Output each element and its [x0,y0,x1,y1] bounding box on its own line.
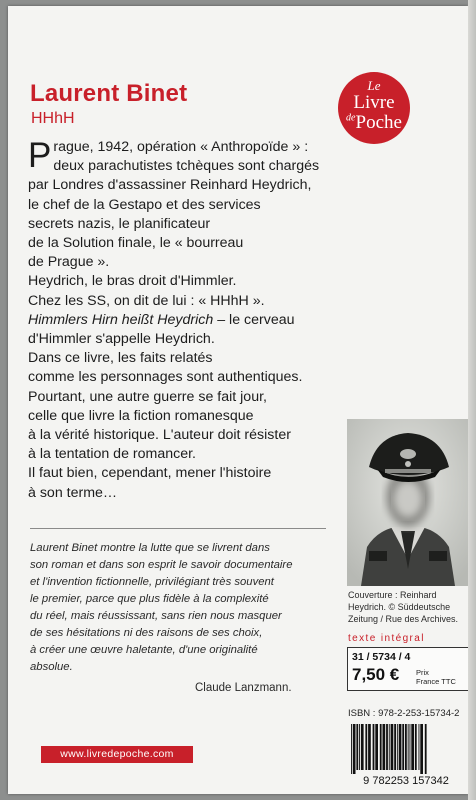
portrait-illustration [347,419,469,586]
barcode-bar [405,724,407,770]
blurb-line: Pourtant, une autre guerre se fait jour, [28,388,267,405]
book-title: HHhH [31,110,75,127]
blurb-line: Chez les SS, on dit de lui : « HHhH ». [28,292,265,309]
barcode-bar [411,724,414,770]
barcode-bar [386,724,388,770]
logo-line-2: Livre [353,92,395,113]
barcode-bar [389,724,390,770]
texte-integral-label: texte intégral [348,633,425,644]
barcode-bar [425,724,427,774]
barcode-bar [373,724,375,770]
blurb-line: Il faut bien, cependant, mener l'histoire [28,465,272,482]
quote-signature: Claude Lanzmann. [195,682,292,694]
blurb-line: Dans ce livre, les faits relatés [28,350,213,367]
blurb-text [28,138,348,503]
quote-line: de ses hésitations ni des raisons de ses choix, [30,627,263,639]
logo-de: de [346,112,356,124]
barcode-bar [402,724,404,770]
blurb-line: d'Himmler s'appelle Heydrich. [28,331,215,348]
blurb-line: à la tentation de romancer. [28,446,196,463]
barcode-bar [419,724,420,770]
barcode-bar [365,724,367,770]
barcode-image [343,722,469,786]
barcode-bar [359,724,360,770]
barcode-bar [353,724,356,774]
livre-de-poche-logo [338,72,410,144]
barcode-bar [361,724,364,770]
page-edge [468,0,476,800]
blurb-line: de la Solution finale, le « bourreau [28,235,244,252]
isbn-number: ISBN : 978-2-253-15734-2 [348,708,460,719]
barcode-bar [356,724,358,770]
barcode-bar [399,724,402,770]
barcode-bar [375,724,378,770]
blurb-line: Heydrich, le bras droit d'Himmler. [28,273,237,290]
blurb-italic-quote: Himmlers Hirn heißt Heydrich [28,311,214,328]
author-name: Laurent Binet [30,80,188,107]
caption-line: Zeitung / Rue des Archives. [348,614,459,624]
caption-line: Heydrich. © Süddeutsche [348,602,451,612]
divider-line [30,528,326,529]
photo-caption [348,589,472,625]
blurb-dropcap: P [28,136,52,175]
blurb-line: comme les personnages sont authentiques. [28,369,303,386]
blurb-line: par Londres d'assassiner Reinhard Heydrich, [28,177,312,194]
barcode-bar [351,724,352,774]
quote-line: du réel, mais réussissant, sans rien nous masquer [30,610,282,622]
price-label-country: France TTC [416,677,456,686]
logo-poche: Poche [355,112,402,133]
barcode-bar [410,724,411,770]
blurb-line: de Prague ». [28,254,110,271]
blurb-line: à son terme… [28,484,118,501]
barcode-bar [420,724,423,774]
blurb-line-mixed [28,311,348,330]
logo-line-3 [338,112,410,134]
barcode-bar [380,724,382,770]
price-value: 7,50 € [352,665,400,684]
blurb-line: rague, 1942, opération « Anthropoïde » : [53,139,309,155]
blurb-line: secrets nazis, le planificateur [28,215,211,232]
price-box [347,647,471,691]
blurb-line: deux parachutistes tchèques sont chargés [53,158,320,175]
barcode-bar [383,724,386,770]
blurb-line-rest: – le cerveau [213,311,295,328]
barcode-bar [368,724,371,770]
website-link[interactable]: www.livredepoche.com [41,746,193,763]
quote-line: Laurent Binet montre la lutte que se livrent dans [30,542,270,554]
book-back-cover [8,6,468,794]
blurb-line: celle que livre la fiction romanesque [28,407,254,424]
barcode-bar [397,724,398,770]
quote-line: le premier, parce que plus fidèle à la complexité [30,593,269,605]
quote-line: absolue. [30,661,73,673]
cover-photo [347,419,469,586]
quote-line: son roman et dans son esprit le savoir documentaire [30,559,293,571]
barcode-bar [391,724,394,770]
quote-line: à créer une œuvre haletante, d'une originalité [30,644,258,656]
blurb-line: à la vérité historique. L'auteur doit résister [28,427,291,444]
edition-code: 31 / 5734 / 4 [352,651,411,663]
caption-line: Couverture : Reinhard [348,590,437,600]
barcode-bar [415,724,417,770]
barcode-bar [394,724,396,770]
barcode-digits: 9 782253 157342 [363,775,449,786]
quote-line: et l'invention fictionnelle, privilégiant très souvent [30,576,274,588]
blurb-line: le chef de la Gestapo et des services [28,196,261,213]
review-quote [30,540,330,676]
logo-line-1: Le [367,78,381,93]
barcode-bar [408,724,409,770]
price-label: Prix [416,668,429,677]
